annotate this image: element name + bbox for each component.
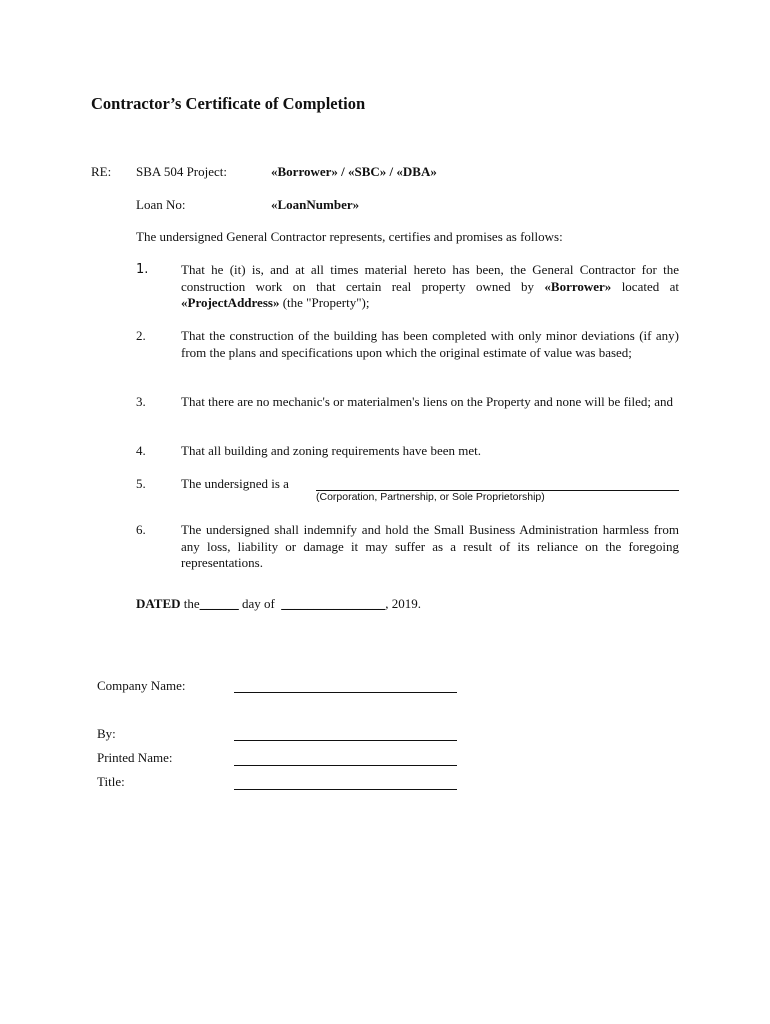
day-blank[interactable]: ______ bbox=[199, 596, 239, 611]
dated-line: DATED the______ day of ________________, 2019. bbox=[136, 596, 422, 611]
by-line[interactable] bbox=[234, 740, 457, 741]
item-text: That there are no mechanic's or materialmen's liens on the Property and none will be filed; and bbox=[181, 394, 674, 409]
item-text: The undersigned is a bbox=[181, 476, 289, 491]
month-blank[interactable]: ________________ bbox=[281, 596, 386, 611]
item-number: 6. bbox=[136, 522, 146, 537]
borrower-field: «Borrower» bbox=[544, 278, 612, 294]
item-text: That he (it) is, and at all times material hereto has been, the General Contractor for the construction work on that certain real property owned by «Borrower» located at «ProjectAddress» (the "Property"); bbox=[181, 262, 679, 310]
project-label: SBA 504 Project: bbox=[136, 164, 228, 179]
re-label: RE: bbox=[91, 164, 112, 179]
project-address-field: «ProjectAddress» bbox=[181, 295, 280, 310]
printed-name-line[interactable] bbox=[234, 765, 457, 766]
title-label: Title: bbox=[97, 774, 125, 789]
entity-type-caption: (Corporation, Partnership, or Sole Proprietorship) bbox=[316, 491, 545, 503]
item-text: That the construction of the building has been completed with only minor deviations (if any) from the plans and specifications upon which the original estimate of value was based; bbox=[181, 328, 679, 360]
item-number: 2. bbox=[136, 328, 146, 343]
item-text: The undersigned shall indemnify and hold the Small Business Administration harmless from any loss, liability or damage it may suffer as a result of its reliance on the foregoing representations. bbox=[181, 522, 679, 570]
loan-label: Loan No: bbox=[136, 197, 186, 212]
company-name-line[interactable] bbox=[234, 692, 457, 693]
project-value: «Borrower» / «SBC» / «DBA» bbox=[271, 164, 437, 179]
item-number: 4. bbox=[136, 443, 146, 458]
title-line[interactable] bbox=[234, 789, 457, 790]
item-text: That all building and zoning requirements have been met. bbox=[181, 443, 481, 458]
intro-text: The undersigned General Contractor represents, certifies and promises as follows: bbox=[136, 229, 563, 244]
by-label: By: bbox=[97, 726, 116, 741]
document-title: Contractor’s Certificate of Completion bbox=[91, 94, 366, 113]
company-name-label: Company Name: bbox=[97, 678, 186, 693]
loan-value: «LoanNumber» bbox=[271, 197, 360, 212]
printed-name-label: Printed Name: bbox=[97, 750, 173, 765]
item-number: 1. bbox=[136, 262, 149, 277]
item-number: 5. bbox=[136, 476, 146, 491]
item-number: 3. bbox=[136, 394, 146, 409]
